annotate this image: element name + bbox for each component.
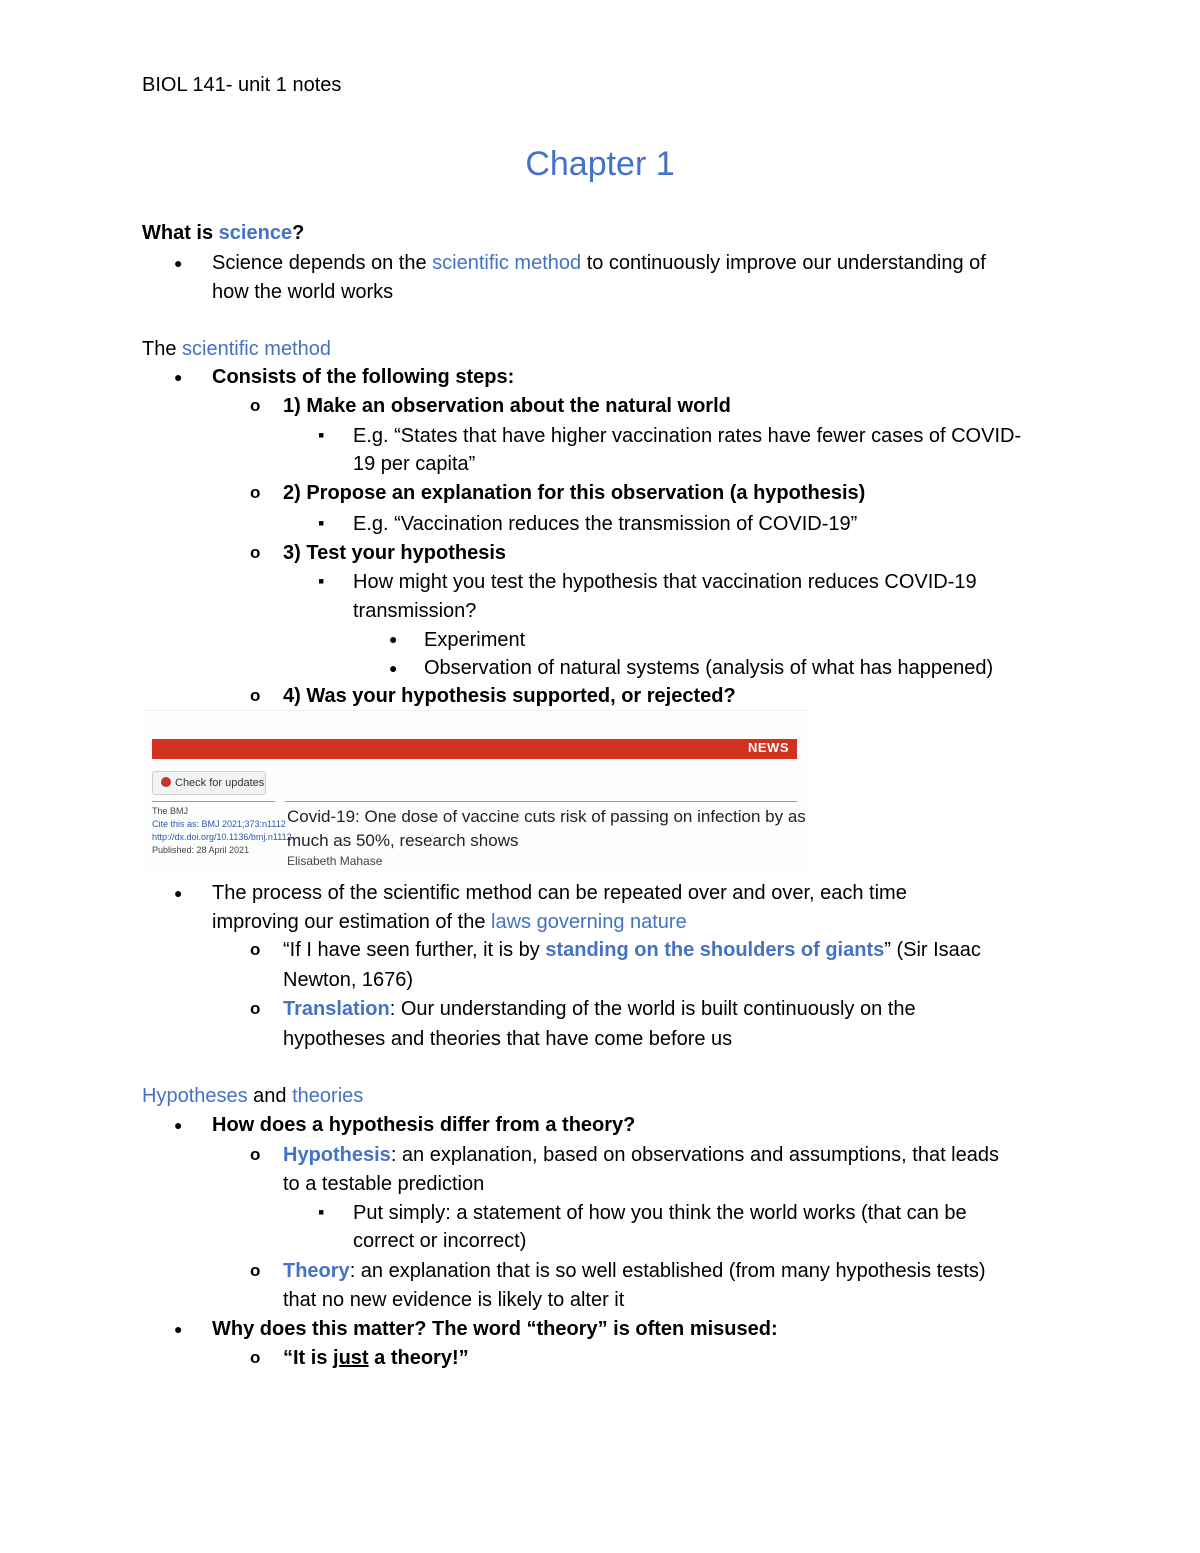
divider — [285, 801, 797, 802]
step-2-example: E.g. “Vaccination reduces the transmission of COVID-19” — [353, 513, 858, 535]
circle-bullet-icon — [250, 938, 260, 962]
document-header: BIOL 141- unit 1 notes — [142, 74, 342, 96]
step-3-answer-1: Experiment — [424, 629, 526, 651]
bullet-icon — [389, 627, 397, 651]
chapter-title: Chapter 1 — [525, 145, 675, 183]
section-heading-science: What is science? — [142, 222, 305, 244]
step-3: 3) Test your hypothesis — [283, 542, 507, 564]
update-badge-icon — [161, 777, 171, 787]
news-author: Elisabeth Mahase — [287, 854, 383, 868]
step-4: 4) Was your hypothesis supported, or rejected? — [283, 685, 736, 707]
hypothesis-definition-continued: to a testable prediction — [283, 1173, 485, 1195]
section-heading-hypotheses-theories: Hypotheses and theories — [142, 1085, 364, 1107]
step-3-question-continued: transmission? — [353, 600, 477, 622]
bullet-icon — [174, 1113, 182, 1137]
theory-definition: Theory: an explanation that is so well established (from many hypothesis tests) — [283, 1260, 986, 1282]
list-item: Science depends on the scientific method to continuously improve our understanding of — [212, 252, 986, 274]
bullet-icon — [174, 251, 182, 275]
publish-date: Published: 28 April 2021 — [152, 845, 250, 855]
step-1-example-continued: 19 per capita” — [353, 453, 476, 475]
square-bullet-icon — [318, 511, 324, 536]
step-3-answer-2: Observation of natural systems (analysis of what has happened) — [424, 657, 994, 679]
circle-bullet-icon — [250, 1346, 260, 1370]
step-1-example: E.g. “States that have higher vaccination rates have fewer cases of COVID- — [353, 425, 1022, 447]
circle-bullet-icon — [250, 541, 260, 565]
translation-continued: hypotheses and theories that have come before us — [283, 1028, 733, 1050]
hypothesis-simple-continued: correct or incorrect) — [353, 1230, 527, 1252]
list-item: How does a hypothesis differ from a theory? — [212, 1114, 636, 1136]
news-banner — [152, 739, 797, 759]
newton-quote-continued: Newton, 1676) — [283, 969, 414, 991]
circle-bullet-icon — [250, 394, 260, 418]
circle-bullet-icon — [250, 684, 260, 708]
news-article-image — [142, 710, 810, 871]
bullet-icon — [174, 1317, 182, 1341]
theory-definition-continued: that no new evidence is likely to alter it — [283, 1289, 625, 1311]
bullet-icon — [174, 365, 182, 389]
news-label: NEWS — [748, 740, 789, 755]
circle-bullet-icon — [250, 997, 260, 1021]
square-bullet-icon — [318, 423, 324, 448]
step-2: 2) Propose an explanation for this observation (a hypothesis) — [283, 482, 866, 504]
translation: Translation: Our understanding of the world is built continuously on the — [283, 998, 916, 1020]
just-a-theory-quote: “It is just a theory!” — [283, 1347, 469, 1369]
citation: Cite this as: BMJ 2021;373:n1112 — [152, 819, 286, 829]
list-item: Consists of the following steps: — [212, 366, 515, 388]
bullet-icon — [174, 881, 182, 905]
hypothesis-definition: Hypothesis: an explanation, based on observations and assumptions, that leads — [283, 1144, 999, 1166]
check-for-updates-button: Check for updates — [152, 771, 266, 795]
step-3-question: How might you test the hypothesis that vaccination reduces COVID-19 — [353, 571, 977, 593]
list-item: Why does this matter? The word “theory” is often misused: — [212, 1318, 778, 1340]
divider — [152, 801, 275, 802]
list-item-continued: how the world works — [212, 281, 394, 303]
section-heading-scientific-method: The scientific method — [142, 338, 331, 360]
bullet-icon — [389, 656, 397, 680]
list-item: The process of the scientific method can be repeated over and over, each time — [212, 882, 907, 904]
doi-link: http://dx.doi.org/10.1136/bmj.n1112 — [152, 832, 292, 842]
newton-quote: “If I have seen further, it is by standing on the shoulders of giants” (Sir Isaac — [283, 939, 981, 961]
term-science: science — [218, 222, 293, 244]
square-bullet-icon — [318, 569, 324, 594]
list-item-continued: improving our estimation of the laws governing nature — [212, 911, 687, 933]
circle-bullet-icon — [250, 481, 260, 505]
news-headline: Covid-19: One dose of vaccine cuts risk of passing on infection by as much as 50%, research shows — [287, 807, 806, 850]
square-bullet-icon — [318, 1200, 324, 1225]
step-1: 1) Make an observation about the natural world — [283, 395, 731, 417]
hypothesis-simple: Put simply: a statement of how you think the world works (that can be — [353, 1202, 967, 1224]
journal-name: The BMJ — [152, 806, 189, 816]
circle-bullet-icon — [250, 1259, 260, 1283]
circle-bullet-icon — [250, 1143, 260, 1167]
